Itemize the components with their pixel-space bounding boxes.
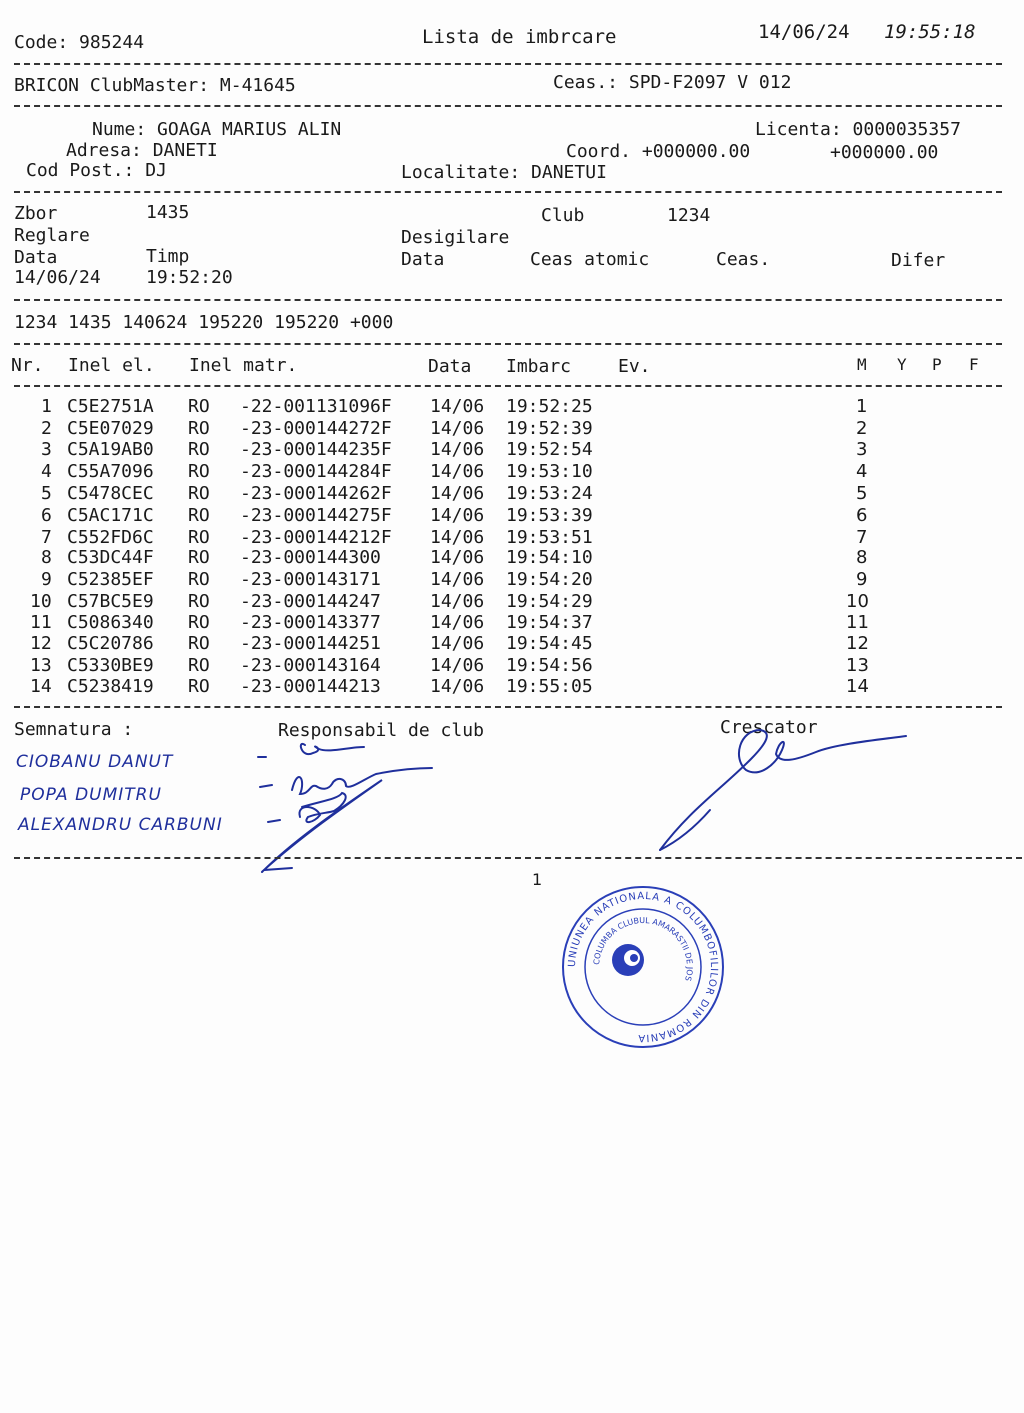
club-responsible-label: Responsabil de club <box>278 720 484 741</box>
row-nr: 5 <box>41 483 52 504</box>
clock-label: Ceas. <box>716 249 771 270</box>
clubmaster-id: BRICON ClubMaster: M-41645 <box>14 75 296 96</box>
row-data: 14/06 <box>430 461 485 482</box>
atomic-clock-label: Ceas atomic <box>530 249 650 270</box>
row-imbarc: 19:54:10 <box>506 547 593 568</box>
col-nr: Nr. <box>11 355 44 376</box>
date-label-2: Data <box>401 249 445 270</box>
row-inel-matr: -23-000144235F <box>240 439 392 460</box>
owner-coord: Coord. +000000.00 <box>566 141 751 162</box>
row-m: 10 <box>846 591 869 612</box>
row-country: RO <box>188 633 210 654</box>
row-nr: 12 <box>30 633 52 654</box>
row-data: 14/06 <box>430 505 485 526</box>
separator <box>14 857 1022 859</box>
row-data: 14/06 <box>430 655 485 676</box>
row-inel-el: C5478CEC <box>67 483 154 504</box>
col-p: P <box>932 355 942 374</box>
row-m: 12 <box>846 633 869 654</box>
time-label: Timp <box>146 246 190 267</box>
row-inel-el: C5086340 <box>67 612 154 633</box>
row-country: RO <box>188 396 210 417</box>
col-m: M <box>857 355 867 374</box>
row-data: 14/06 <box>430 439 485 460</box>
row-nr: 3 <box>41 439 52 460</box>
svg-text:COLUMBA CLUBUL AMARASTII DE JO: COLUMBA CLUBUL AMARASTII DE JOS <box>591 915 695 982</box>
row-nr: 11 <box>30 612 52 633</box>
row-imbarc: 19:52:25 <box>506 396 593 417</box>
row-imbarc: 19:52:39 <box>506 418 593 439</box>
handwritten-name-2: POPA DUMITRU <box>20 785 162 805</box>
row-imbarc: 19:53:10 <box>506 461 593 482</box>
owner-address: Adresa: DANETI <box>66 140 218 161</box>
row-m: 8 <box>856 547 868 568</box>
row-data: 14/06 <box>430 547 485 568</box>
row-nr: 4 <box>41 461 52 482</box>
unsealing-label: Desigilare <box>401 227 510 248</box>
row-country: RO <box>188 527 210 548</box>
row-data: 14/06 <box>430 591 485 612</box>
col-ev: Ev. <box>618 356 651 377</box>
row-inel-el: C52385EF <box>67 569 154 590</box>
row-inel-matr: -23-000144213 <box>240 676 381 697</box>
flight-code-line: 1234 1435 140624 195220 195220 +000 <box>14 312 394 333</box>
row-data: 14/06 <box>430 612 485 633</box>
flight-number: 1435 <box>146 202 190 223</box>
row-imbarc: 19:54:45 <box>506 633 593 654</box>
row-imbarc: 19:54:29 <box>506 591 593 612</box>
row-inel-matr: -23-000143377 <box>240 612 381 633</box>
setting-label: Reglare <box>14 225 90 246</box>
row-country: RO <box>188 569 210 590</box>
row-imbarc: 19:52:54 <box>506 439 593 460</box>
col-imbarc: Imbarc <box>506 356 572 377</box>
row-inel-el: C552FD6C <box>67 527 154 548</box>
col-f: F <box>969 355 979 374</box>
row-inel-matr: -23-000143164 <box>240 655 381 676</box>
row-m: 5 <box>856 483 868 504</box>
club-stamp-seal <box>558 882 728 1052</box>
row-country: RO <box>188 505 210 526</box>
document-title: Lista de imbrcare <box>422 26 617 48</box>
print-date: 14/06/24 <box>758 21 850 43</box>
row-inel-matr: -23-000144251 <box>240 633 381 654</box>
row-inel-el: C5330BE9 <box>67 655 154 676</box>
col-data: Data <box>428 356 472 377</box>
row-nr: 9 <box>41 569 52 590</box>
row-country: RO <box>188 418 210 439</box>
row-nr: 14 <box>30 676 52 697</box>
row-inel-el: C53DC44F <box>67 547 154 568</box>
row-country: RO <box>188 547 210 568</box>
row-inel-el: C5E07029 <box>67 418 154 439</box>
row-imbarc: 19:54:20 <box>506 569 593 590</box>
row-m: 2 <box>856 418 868 439</box>
col-y: Y <box>897 355 907 374</box>
row-inel-matr: -23-000144262F <box>240 483 392 504</box>
row-m: 14 <box>846 676 869 697</box>
owner-postcode: Cod Post.: DJ <box>26 160 167 181</box>
row-imbarc: 19:54:37 <box>506 612 593 633</box>
row-nr: 8 <box>41 547 52 568</box>
row-inel-matr: -23-000144284F <box>240 461 392 482</box>
row-country: RO <box>188 439 210 460</box>
row-inel-matr: -23-000144212F <box>240 527 392 548</box>
print-time: 19:55:18 <box>884 21 976 43</box>
row-inel-el: C57BC5E9 <box>67 591 154 612</box>
row-m: 4 <box>856 461 868 482</box>
row-m: 11 <box>846 612 869 633</box>
row-inel-el: C5C20786 <box>67 633 154 654</box>
svg-text:UNIUNEA NATIONALA A COLUMBOFIL: UNIUNEA NATIONALA A COLUMBOFILILOR DIN ROMANIA <box>566 890 720 1044</box>
breeder-label: Crescator <box>720 717 818 738</box>
row-inel-matr: -23-000144275F <box>240 505 392 526</box>
row-data: 14/06 <box>430 676 485 697</box>
row-m: 13 <box>846 655 869 676</box>
row-nr: 1 <box>41 396 52 417</box>
row-m: 7 <box>856 527 868 548</box>
club-number: 1234 <box>667 205 711 226</box>
row-nr: 7 <box>41 527 52 548</box>
handwritten-name-3: ALEXANDRU CARBUNI <box>18 815 223 835</box>
row-inel-el: C5AC171C <box>67 505 154 526</box>
row-imbarc: 19:54:56 <box>506 655 593 676</box>
setting-date: 14/06/24 <box>14 267 101 288</box>
signature-label: Semnatura : <box>14 719 134 740</box>
row-inel-matr: -22-001131096F <box>240 396 392 417</box>
row-data: 14/06 <box>430 483 485 504</box>
row-inel-matr: -23-000144300 <box>240 547 381 568</box>
row-inel-matr: -23-000144247 <box>240 591 381 612</box>
row-country: RO <box>188 483 210 504</box>
owner-name: Nume: GOAGA MARIUS ALIN <box>92 119 342 140</box>
row-nr: 10 <box>30 591 52 612</box>
row-imbarc: 19:55:05 <box>506 676 593 697</box>
row-inel-el: C5A19AB0 <box>67 439 154 460</box>
row-data: 14/06 <box>430 527 485 548</box>
row-data: 14/06 <box>430 396 485 417</box>
clock-id: Ceas.: SPD-F2097 V 012 <box>553 72 792 93</box>
row-data: 14/06 <box>430 633 485 654</box>
row-country: RO <box>188 676 210 697</box>
row-inel-el: C5238419 <box>67 676 154 697</box>
row-country: RO <box>188 655 210 676</box>
row-inel-el: C55A7096 <box>67 461 154 482</box>
row-nr: 6 <box>41 505 52 526</box>
row-nr: 2 <box>41 418 52 439</box>
row-data: 14/06 <box>430 569 485 590</box>
row-imbarc: 19:53:51 <box>506 527 593 548</box>
setting-time: 19:52:20 <box>146 267 233 288</box>
col-inel-matr: Inel matr. <box>189 355 298 376</box>
row-m: 9 <box>856 569 868 590</box>
row-imbarc: 19:53:39 <box>506 505 593 526</box>
difference-label: Difer <box>891 250 946 271</box>
row-m: 3 <box>856 439 868 460</box>
date-label: Data <box>14 247 58 268</box>
row-imbarc: 19:53:24 <box>506 483 593 504</box>
handwritten-name-1: CIOBANU DANUT <box>16 752 174 772</box>
row-m: 1 <box>856 396 868 417</box>
owner-license: Licenta: 0000035357 <box>755 119 961 140</box>
row-inel-matr: -23-000143171 <box>240 569 381 590</box>
row-nr: 13 <box>30 655 52 676</box>
owner-coord-2: +000000.00 <box>830 142 939 163</box>
owner-locality: Localitate: DANETUI <box>401 162 607 183</box>
row-m: 6 <box>856 505 868 526</box>
row-data: 14/06 <box>430 418 485 439</box>
document-code: Code: 985244 <box>14 32 145 53</box>
row-country: RO <box>188 612 210 633</box>
page-number: 1 <box>532 870 543 889</box>
row-inel-el: C5E2751A <box>67 396 154 417</box>
col-inel-el: Inel el. <box>68 355 155 376</box>
club-label: Club <box>541 205 585 226</box>
row-country: RO <box>188 461 210 482</box>
row-inel-matr: -23-000144272F <box>240 418 392 439</box>
flight-label: Zbor <box>14 203 58 224</box>
row-country: RO <box>188 591 210 612</box>
